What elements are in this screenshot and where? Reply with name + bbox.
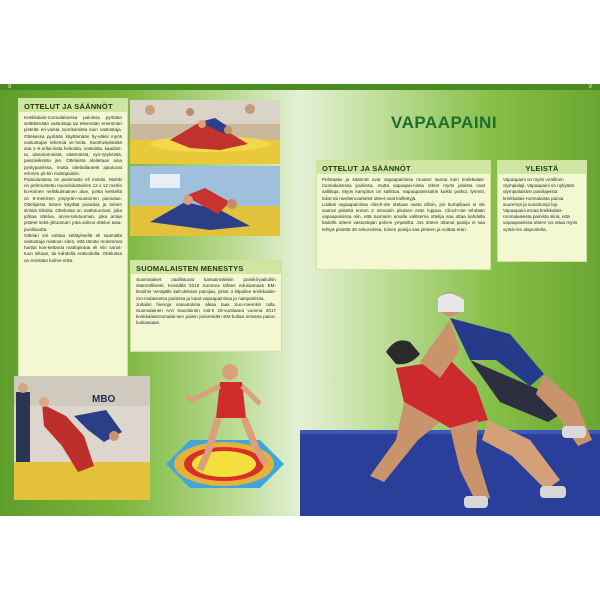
left-rules-panel	[18, 98, 128, 400]
page-title: VAPAAPAINI	[391, 113, 498, 132]
wrestler-mat-illustration	[156, 360, 290, 500]
left-rules-heading: OTTELUT JA SÄÄNNÖT	[19, 99, 127, 112]
right-general-text: Vapaapaini on myös virallinen olympialaji. Vapaapaini on nykyään olympialaisten painilajeista kreikkalais-roomalaista painia suurempi ja suositumpi laji. Vapaapaini eroaa kreikkalais-roomalaisesta painista siinä, että vapaapainissa otteen voi ottaa myös vyötä-rön alapuolelta.	[503, 177, 578, 232]
photo-banner-text: MBO	[92, 394, 116, 405]
right-rules-text: Pelotaaku ja säännöt ovat vapaapainissa muuten samat kuin kreikkalais-roomalaisessa painissa, mutta vapaapai-nissa otteet myös jaloista ovat sallittuja. Myös kampitus on sallittua. Vapaapainissakin kaikki potkut, lyönnit, lukot tai nivelteruvatselet otteet ovat kiellettyjä. Lisäksi vapaapainissa clinch-ote otetaan vasta silloin, jos kumpikaan ei ole saanut pisteitä ennen 2 minuutin pituisen erän loppua. Clinch-ote tehdään vapaapainissa niin, että tuomarin arvalla valitsema ottelija saa ottaa kahdella kädellä otteen vastustajan polven ympäriltä. Jos otteen ottanut painija ei saa tehtyä pistettä 30 sekunnissa, toinen painija saa pisteen ja voittaa erän.	[322, 177, 485, 232]
left-success-panel	[130, 260, 282, 352]
freestyle-wrestling-photo	[300, 290, 600, 516]
magazine-spread	[0, 84, 600, 516]
right-rules-panel	[316, 160, 491, 270]
wrestling-photo-top	[130, 100, 280, 164]
left-success-heading: SUOMALAISTEN MENESTYS	[131, 261, 281, 274]
wrestling-photo-bottom	[14, 376, 150, 500]
left-page-number: 8	[8, 84, 12, 90]
right-page-number: 9	[588, 84, 592, 90]
right-rules-heading: OTTELUT JA SÄÄNNÖT	[317, 161, 490, 174]
top-band	[0, 84, 600, 90]
left-rules-text: Kreikkalais-roomalaisessa painissa pyritään selättämään vastustaja tai tekemään enemmän pisteitä eri-voista suorituksista kuin vastustaja. Otteluissa pyritään käyttämään hy-väksi myös vastustajan tekemiä vir-heitä. Suoritusipisteitä saa 1–5 erilai-sista heitoista, nostoista, kaadois-ta, alasvienneistä, väännöistä, vyö-rytyksistä, passiiviksista jne. Otteluista aloitetaan aina pystypainissa, mutta ottelutilanteet ajautuvat erinnen pit-kin mattopainiin. Painialustana on painimatto eli moloki. Molski on pehmustettu muovilalustainen 12 x 12 metrin ko-koinen neliskulmainen alue, jonka keskellä on 9-metrinen ympyrän-muotoinen painialue. Ottelijoista toinen käyttää punaisia ja toinen sinisiä trikoita. Ottelussa on mattotuomari, joka johtaa ottelua, arvos-telutuomari, joka antaa pisteet sekä ylituomari, joka valvoo ottelun tasa-puolisuutta. Ottelun voi voittaa selätyksellä eli saamalla vastustaja mattoon siten, että tämän molemmat hartiat kos-kettavat mattopintaa eli niin sanot-tuun siltaan, tai kahdella eräivoitolla. Ottelussa on enintään kolme erää.	[24, 115, 122, 263]
left-success-text: Suomalaiset osallistuvat kansainvälisiin painikil-pailuihin säännöllisesti. Keväällä 2018 Suomea tähtee edustamaan EM-kisoihin Venäjälle kah-deksan painijaa, joista 4 kilpailee kreikkalais-roo-malaisessa painissa ja loput vapaapainissa ja naispainissa. Joitakin hienoja saavutuksia alkaa taas Suo-meenkin tulla. Suomalainen Arvi Savolainen voit-ti 18-vuotiaana vuonna 2017 kreikkalaisroomalai-sen painin junioreiden EM-kultaa omassa paino-luokassaan.	[136, 277, 276, 326]
right-general-panel	[497, 160, 587, 262]
right-general-heading: YLEISTÄ	[498, 161, 586, 174]
wrestling-photo-middle	[130, 166, 280, 236]
